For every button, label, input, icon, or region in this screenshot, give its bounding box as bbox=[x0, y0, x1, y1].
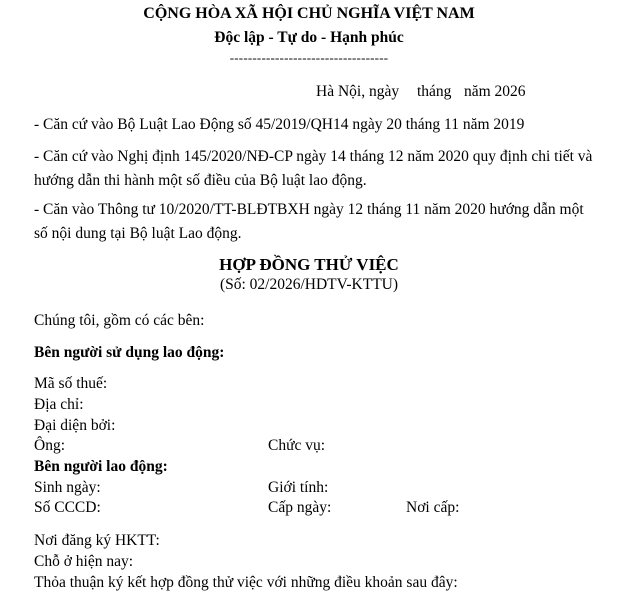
employer-tax-code: Mã số thuế: bbox=[34, 375, 108, 392]
contract-number: (Số: 02/2026/HDTV-KTTU) bbox=[219, 276, 399, 293]
employee-issue-date: Cấp ngày: bbox=[268, 499, 332, 516]
legal-basis-3: - Căn vào Thông tư 10/2020/TT-BLĐTBXH ngày 12 tháng 11 năm 2020 hướng dẫn một số nội dung tại Bộ luật Lao động. bbox=[34, 201, 584, 242]
employee-heading: Bên người lao động: bbox=[34, 458, 168, 475]
legal-basis-2: - Căn cứ vào Nghị định 145/2020/NĐ-CP ngày 14 tháng 12 năm 2020 quy định chi tiết và hướng dẫn thi hành một số điều của Bộ luật lao động. bbox=[34, 148, 593, 189]
employer-address: Địa chỉ: bbox=[34, 396, 84, 413]
date-month: tháng bbox=[417, 83, 452, 100]
intro-text: Chúng tôi, gồm có các bên: bbox=[34, 312, 205, 329]
agreement-text: Thỏa thuận ký kết hợp đồng thử việc với những điều khoản sau đây: bbox=[34, 574, 458, 591]
employer-representative: Đại diện bởi: bbox=[34, 417, 116, 434]
employee-current-residence: Chỗ ở hiện nay: bbox=[34, 553, 134, 570]
employer-mr: Ông: bbox=[34, 437, 65, 454]
motto: Độc lập - Tự do - Hạnh phúc bbox=[214, 29, 404, 46]
contract-title: HỢP ĐỒNG THỬ VIỆC bbox=[219, 255, 399, 274]
employee-dob: Sinh ngày: bbox=[34, 479, 101, 496]
employee-gender: Giới tính: bbox=[268, 479, 329, 496]
legal-basis-1: - Căn cứ vào Bộ Luật Lao Động số 45/2019/QH14 ngày 20 tháng 11 năm 2019 bbox=[34, 116, 525, 133]
employer-heading: Bên người sử dụng lao động: bbox=[34, 344, 225, 361]
date-year: năm 2026 bbox=[464, 83, 526, 100]
employee-issue-place: Nơi cấp: bbox=[406, 499, 460, 516]
employer-position: Chức vụ: bbox=[268, 437, 326, 454]
employee-registered-residence: Nơi đăng ký HKTT: bbox=[34, 532, 160, 549]
header-separator: ----------------------------------- bbox=[229, 50, 389, 65]
country-title: CỘNG HÒA XÃ HỘI CHỦ NGHĨA VIỆT NAM bbox=[143, 5, 475, 22]
date-place: Hà Nội, ngày bbox=[316, 83, 400, 100]
employee-id-number: Số CCCD: bbox=[34, 499, 101, 516]
